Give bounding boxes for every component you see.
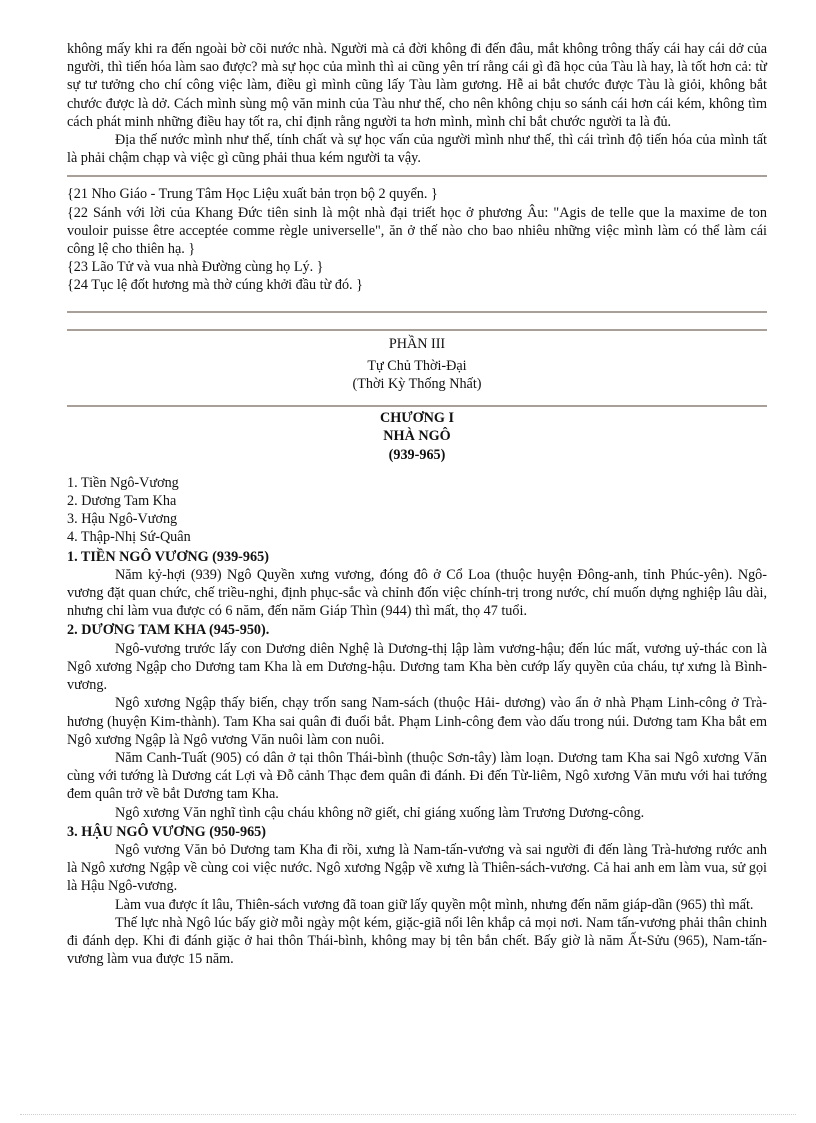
contents-item: 4. Thập-Nhị Sứ-Quân [67, 529, 191, 546]
chapter-title: NHÀ NGÔ [383, 428, 451, 445]
section-paragraph: Ngô vương Văn bỏ Dương tam Kha đi rồi, xưng là Nam-tấn-vương và sai người đi đến làng Trà-hương rước anh là Ngô xương Ngập về cùng coi việc nước. Ngô xương Ngập về xưng là Thiên-sách-vương. Cả hai anh em làm vua, sử gọi là Hậu Ngô-vương. [67, 841, 767, 895]
intro-paragraph: Địa thế nước mình như thế, tính chất và sự học vấn của người mình như thế, thì cái trình độ tiến hóa của mình tất là phải chậm chạp và việc gì cũng phải thua kém người ta vậy. [67, 132, 767, 167]
section-paragraph: Làm vua được ít lâu, Thiên-sách vương đã toan giữ lấy quyền một mình, nhưng đến năm giáp-dần (965) thì mất. [115, 896, 754, 913]
part-subtitle: (Thời Kỳ Thống Nhất) [352, 376, 482, 393]
chapter-heading [67, 409, 767, 464]
section-heading: 2. DƯƠNG TAM KHA (945-950). [67, 622, 270, 639]
document-page [67, 40, 767, 968]
contents-item: 2. Dương Tam Kha [67, 493, 177, 510]
footnote-divider [67, 175, 767, 177]
part-title: Tự Chủ Thời-Đại [367, 357, 467, 374]
chapter-years: (939-965) [388, 446, 446, 463]
chapter-number: CHƯƠNG I [380, 410, 454, 427]
intro-paragraph: không mấy khi ra đến ngoài bờ cõi nước nhà. Người mà cả đời không đi đến đâu, mắt không trông thấy cái hay cái dở của người, thì tiến hóa làm sao được? mà sự học của mình thì ai cũng yên trí rằng cái gì đã học của Tàu là hay, là tốt hơn cả: từ sự tư tưởng cho chí công việc làm, điều gì mình cũng lấy Tàu làm gương. Hễ ai bắt chước được Tàu là giỏi, không bắt chước được là dở. Cách mình sùng mộ văn minh của Tàu như thế, cho nên không chịu so sánh cái hơn cái kém, không tìm cách phát minh những điều hay tốt ra, chỉ định rằng người ta hơn mình, mình chỉ bắt chước người ta là đủ. [67, 41, 767, 130]
section-paragraph: Ngô xương Văn nghĩ tình cậu cháu không nỡ giết, chỉ giáng xuống làm Trương Dương-công. [115, 804, 645, 821]
footnote-23: {23 Lão Tử và vua nhà Đường cùng họ Lý. } [67, 259, 324, 276]
footnotes [67, 185, 767, 294]
section-divider [67, 329, 767, 331]
contents-item: 3. Hậu Ngô-Vương [67, 511, 178, 528]
page-bottom-border [20, 1114, 796, 1115]
section-paragraph: Năm Canh-Tuất (905) có dân ở tại thôn Thái-bình (thuộc Sơn-tây) làm loạn. Dương tam Kha sai Ngô xương Văn cùng với tướng là Dương cát Lợi và Đỗ cảnh Thạc đem quân đi đánh. Đi đến Từ-liêm, Ngô xương Văn mưu với hai tướng đem quân trở về bắt Dương tam Kha. [67, 749, 767, 803]
section-heading: 1. TIỀN NGÔ VƯƠNG (939-965) [67, 548, 269, 565]
section-paragraph: Ngô-vương trước lấy con Dương diên Nghệ là Dương-thị lập làm vương-hậu; đến lúc mất, vương uỷ-thác con là Ngô xương Ngập cho Dương tam Kha là em Dương-hậu. Dương tam Kha bèn cướp lấy quyền của cháu, tự xưng là Bình-vương. [67, 640, 767, 694]
section-paragraph: Năm kỷ-hợi (939) Ngô Quyền xưng vương, đóng đô ở Cổ Loa (thuộc huyện Đông-anh, tỉnh Phúc-yên). Ngô-vương đặt quan chức, chế triều-nghi, định phục-sắc và chỉnh đốn việc chính-trị trong nước, chí muốn dựng nghiệp lâu dài, nhưng chỉ làm vua được có 6 năm, đến năm Giáp Thìn (944) thì mất, thọ 47 tuổi. [67, 566, 767, 620]
footnote-22: {22 Sánh với lời của Khang Đức tiên sinh là một nhà đại triết học ở phương Âu: "Agis de telle que la maxime de ton vouloir puisse être acceptée comme règle universelle", ăn ở thế nào cho bao nhiêu những việc mình làm có thể làm cái công lệ cho thiên hạ. } [67, 204, 767, 258]
section-paragraph: Ngô xương Ngập thấy biến, chạy trốn sang Nam-sách (thuộc Hải- dương) vào ẩn ở nhà Phạm Linh-công ở Trà-hương (huyện Kim-thành). Tam Kha sai quân đi đuổi bắt. Phạm Linh-công đem vào dấu trong núi. Dương tam Kha bắt em Ngô xương Ngập là Ngô vương Văn nuôi làm con nuôi. [67, 695, 767, 748]
footnote-21: {21 Nho Giáo - Trung Tâm Học Liệu xuất bản trọn bộ 2 quyển. } [67, 186, 438, 203]
section-heading: 3. HẬU NGÔ VƯƠNG (950-965) [67, 823, 267, 840]
section-divider [67, 311, 767, 313]
chapter-contents [67, 474, 767, 547]
footnote-24: {24 Tục lệ đốt hương mà thờ cúng khởi đầu từ đó. } [67, 277, 363, 294]
part-heading [67, 335, 767, 394]
part-number: PHẦN III [388, 335, 446, 352]
section-paragraph: Thế lực nhà Ngô lúc bấy giờ mỗi ngày một kém, giặc-giã nổi lên khắp cả mọi nơi. Nam tấn-vương phải thân chinh đi đánh dẹp. Khi đi đánh giặc ở hai thôn Thái-bình, không may bị tên bắn chết. Bấy giờ là năm Ất-Sửu (965), Nam-tấn-vương làm vua được 15 năm. [67, 914, 767, 968]
contents-item: 1. Tiền Ngô-Vương [67, 474, 179, 491]
part-divider [67, 405, 767, 407]
